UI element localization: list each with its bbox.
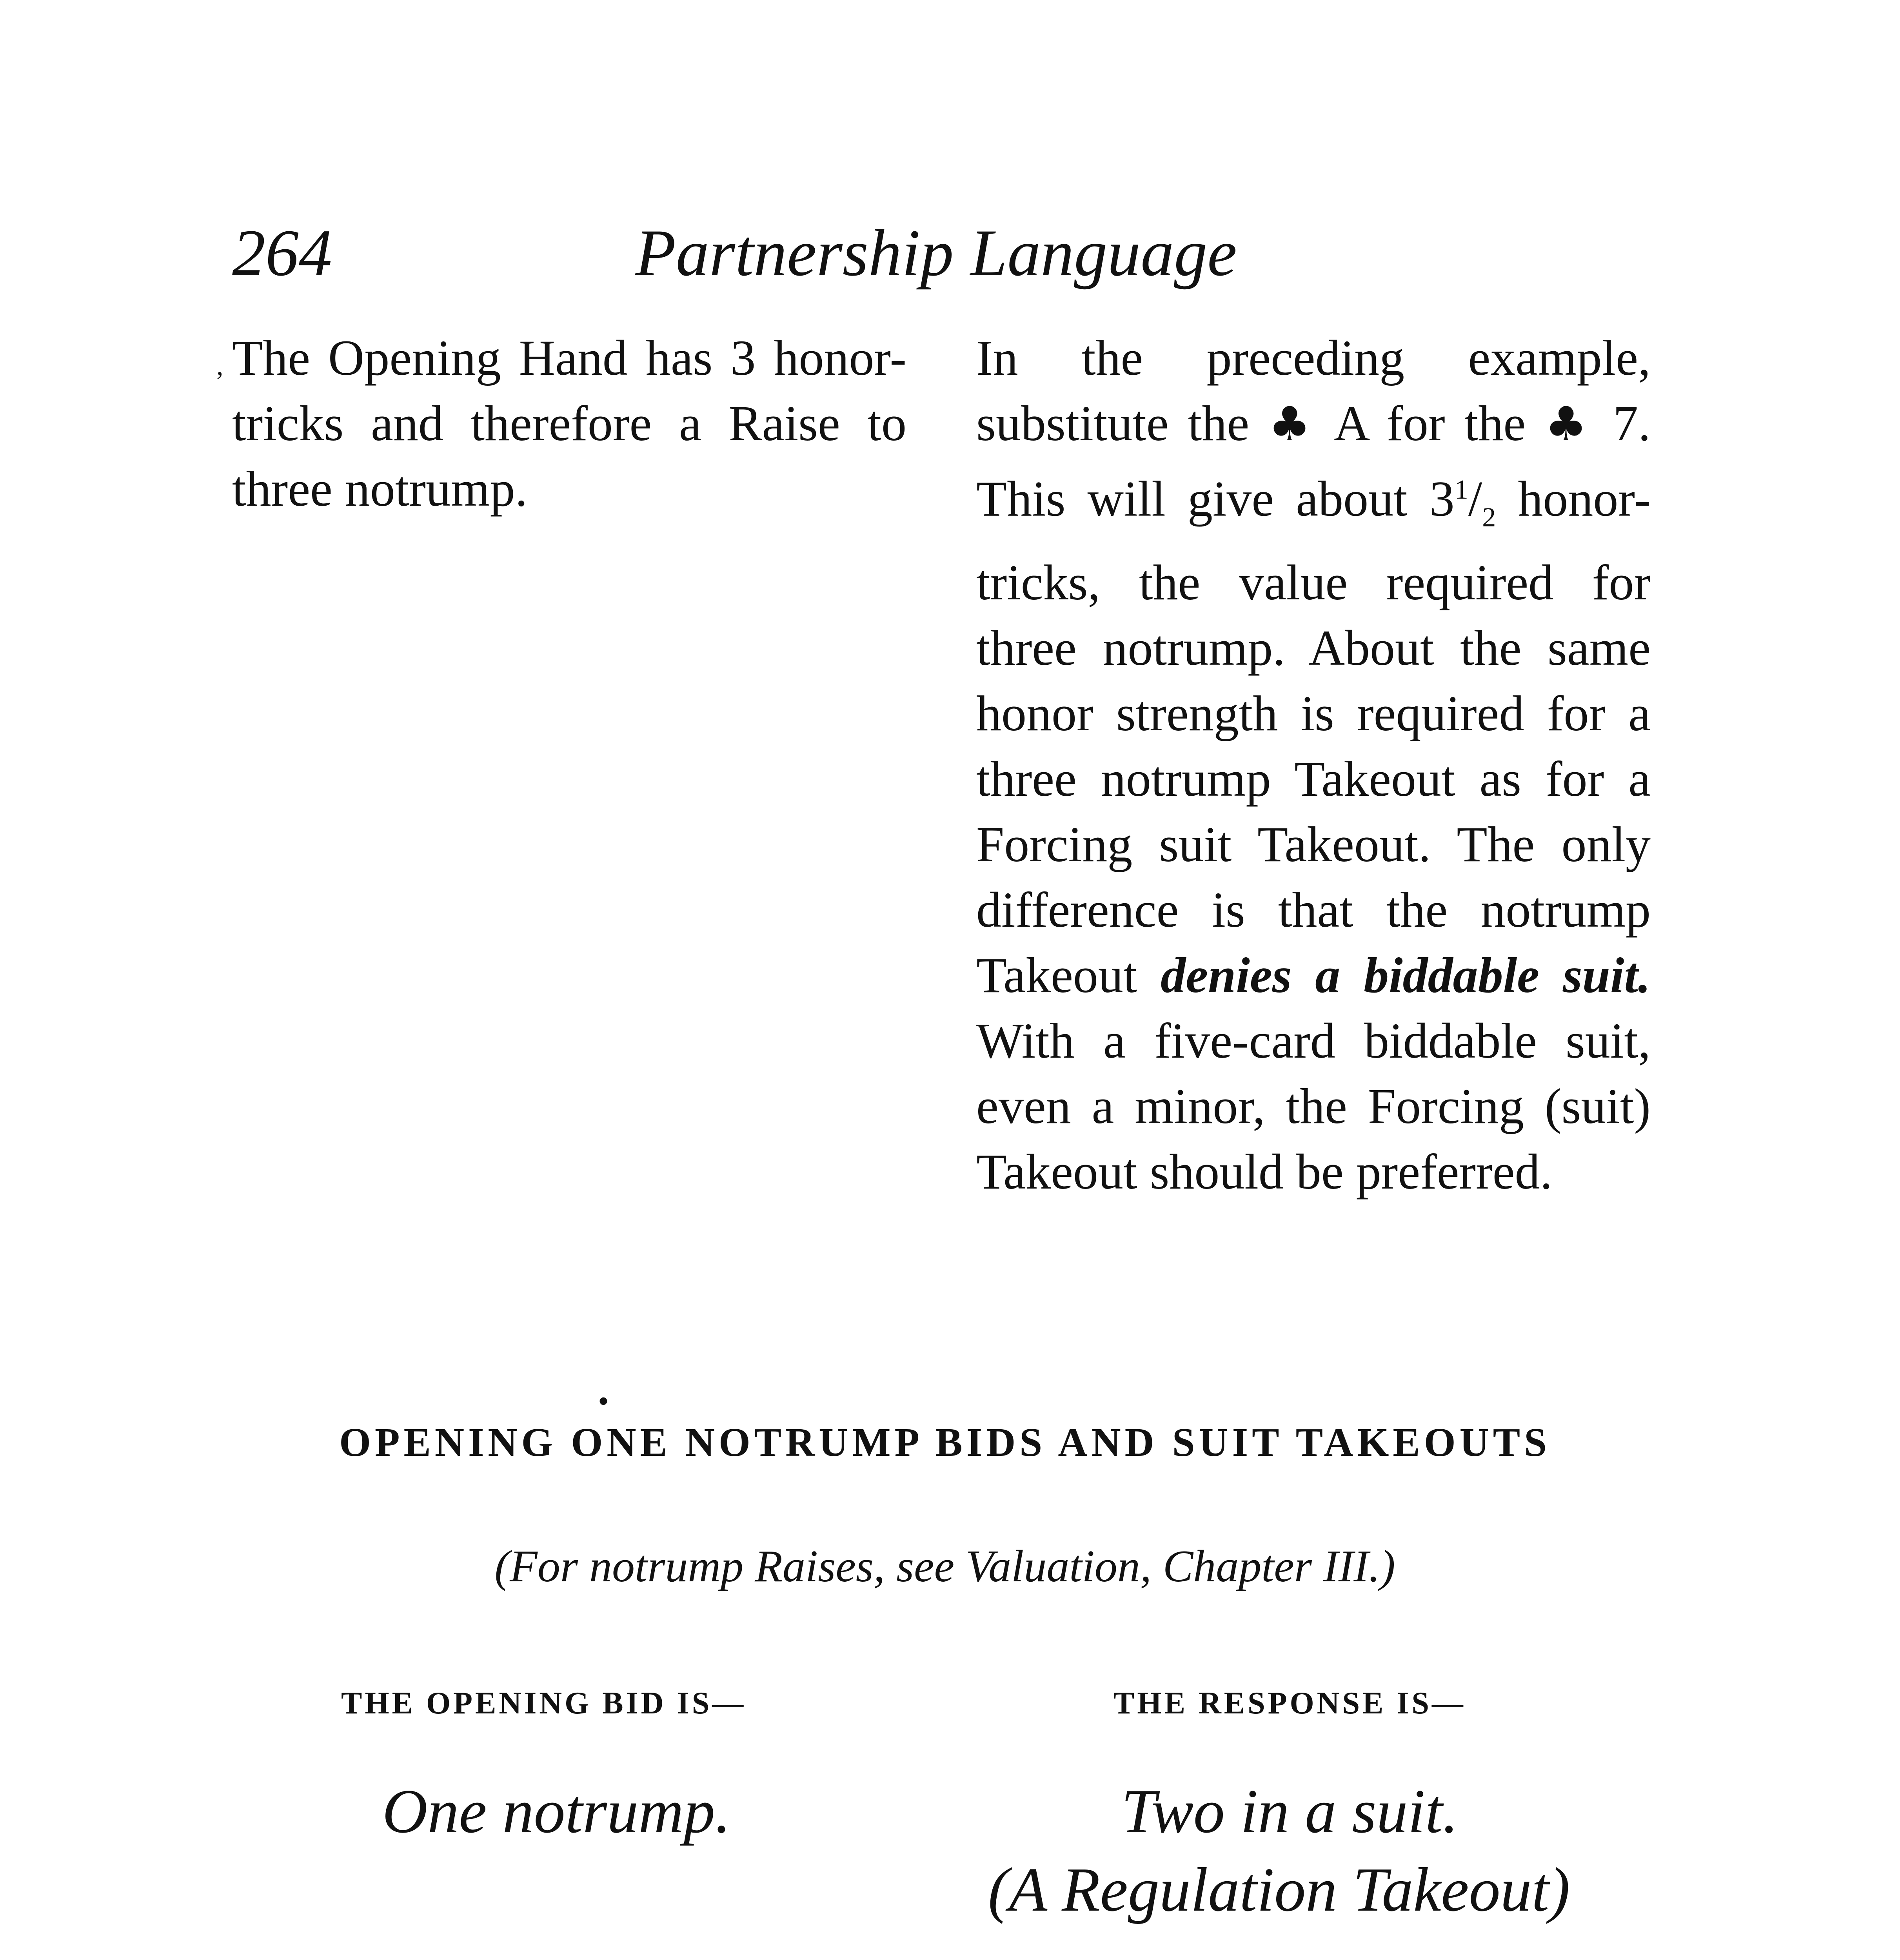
left-column-paragraph: The Opening Hand has 3 honor-tricks and therefore a Raise to three notrump. — [232, 330, 906, 517]
right-text-part3: 7. This will give about 3 — [976, 396, 1651, 527]
fraction-numerator: 1 — [1454, 475, 1468, 505]
running-title: Partnership Language — [635, 216, 1237, 290]
section-note: (For notrump Raises, see Valuation, Chapter III.) — [494, 1541, 1395, 1592]
response-value: Two in a suit. — [1121, 1776, 1459, 1846]
fraction-slash: / — [1468, 471, 1482, 527]
club-suit-icon: ♣ — [1545, 397, 1594, 452]
response-header: THE RESPONSE IS— — [1113, 1686, 1466, 1720]
left-column-text — [216, 325, 906, 522]
section-heading: OPENING ONE NOTRUMP BIDS AND SUIT TAKEOUTS — [339, 1420, 1551, 1465]
opening-bid-value: One notrump. — [382, 1776, 731, 1846]
stray-dot: • — [598, 1384, 609, 1419]
page-number: 264 — [232, 216, 332, 290]
emphasis-denies-biddable-suit: denies a biddable suit. — [1161, 947, 1651, 1004]
right-text-part1: In the preceding example, substitute the — [976, 330, 1651, 451]
right-text-part2: A for the — [1333, 396, 1526, 451]
fraction-denominator: 2 — [1482, 502, 1496, 533]
right-column-text — [976, 325, 1651, 1205]
response-note: (A Regulation Takeout) — [988, 1855, 1570, 1924]
right-text-part5: With a five-card biddable suit, even a minor, the Forcing (suit) Takeout should be preferred. — [976, 1013, 1651, 1200]
club-suit-icon: ♣ — [1268, 397, 1317, 452]
opening-bid-header: THE OPENING BID IS— — [341, 1686, 747, 1720]
right-text-part4: honor-tricks, the value required for three notrump. About the same honor strength is required for a three notrump Takeout as for a Forcing suit Takeout. The only difference is that the notrump Takeout — [976, 471, 1651, 1004]
stray-comma: , — [216, 351, 223, 381]
